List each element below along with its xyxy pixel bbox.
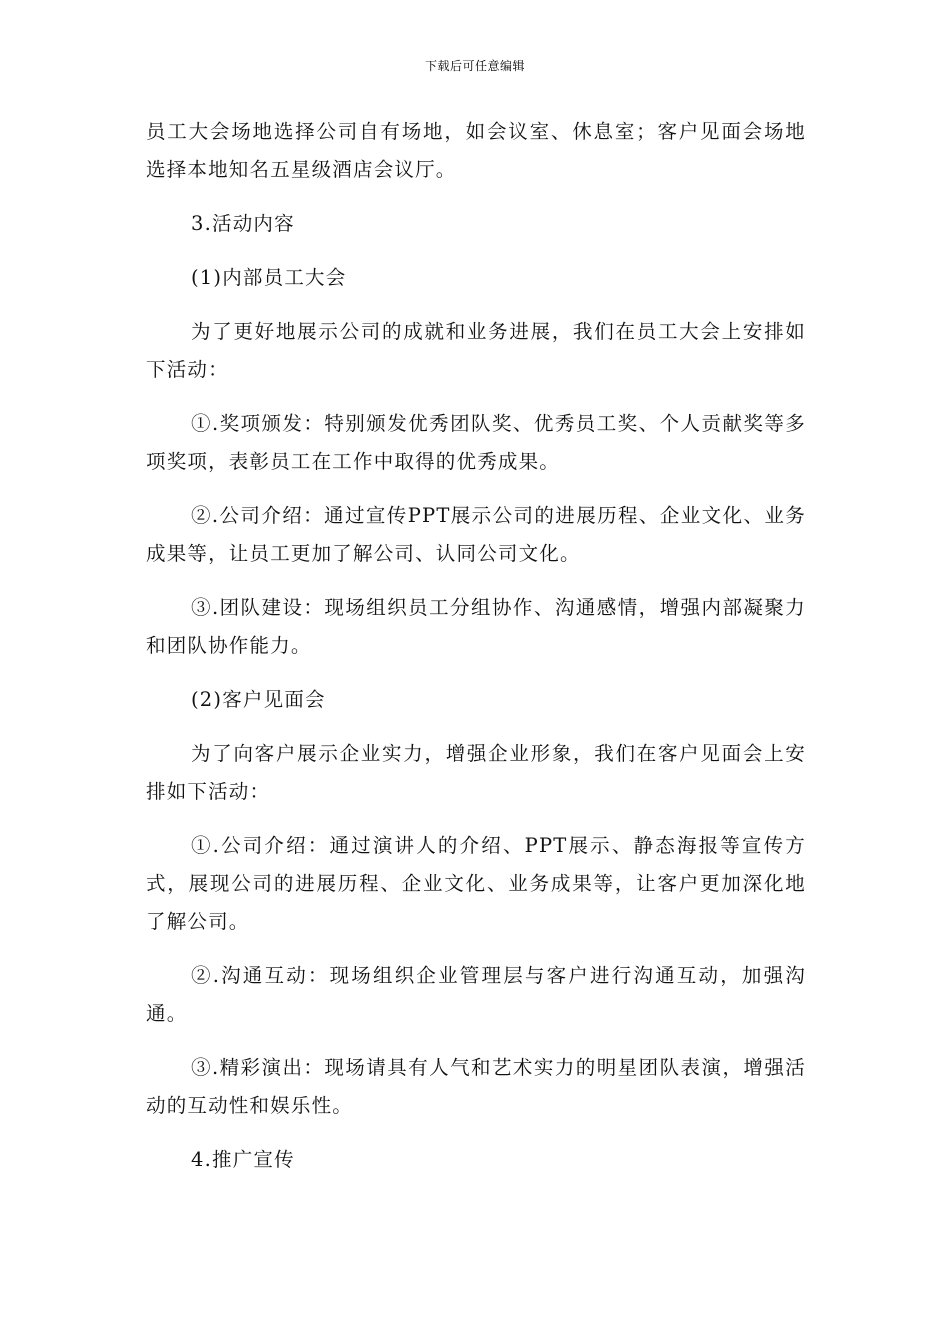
list-item-communication: ②.沟通互动：现场组织企业管理层与客户进行沟通互动，加强沟通。	[146, 964, 806, 1025]
document-body	[146, 113, 806, 1195]
paragraph-staff-meeting-intro: 为了更好地展示公司的成就和业务进展，我们在员工大会上安排如下活动：	[146, 320, 806, 381]
list-item-performance: ③.精彩演出：现场请具有人气和艺术实力的明星团队表演，增强活动的互动性和娱乐性。	[146, 1056, 806, 1117]
section-heading-promotion: 4.推广宣传	[191, 1148, 295, 1171]
list-item-client-company-intro: ①.公司介绍：通过演讲人的介绍、PPT展示、静态海报等宣传方式，展现公司的进展历程、企业文化、业务成果等，让客户更加深化地了解公司。	[146, 834, 806, 933]
subheading-internal-staff-meeting: (1)内部员工大会	[191, 266, 347, 289]
page-header: 下载后可任意编辑	[424, 59, 525, 73]
section-heading-activity-content: 3.活动内容	[191, 212, 295, 235]
subheading-client-meeting: (2)客户见面会	[191, 688, 326, 711]
list-item-company-intro: ②.公司介绍：通过宣传PPT展示公司的进展历程、企业文化、业务成果等，让员工更加了解公司、认同公司文化。	[146, 504, 806, 565]
list-item-team-building: ③.团队建设：现场组织员工分组协作、沟通感情，增强内部凝聚力和团队协作能力。	[146, 596, 806, 657]
paragraph-client-meeting-intro: 为了向客户展示企业实力，增强企业形象，我们在客户见面会上安排如下活动：	[146, 742, 806, 803]
list-item-awards: ①.奖项颁发：特别颁发优秀团队奖、优秀员工奖、个人贡献奖等多项奖项，表彰员工在工作中取得的优秀成果。	[146, 412, 806, 473]
paragraph-venue: 员工大会场地选择公司自有场地，如会议室、休息室；客户见面会场地选择本地知名五星级酒店会议厅。	[146, 120, 806, 181]
